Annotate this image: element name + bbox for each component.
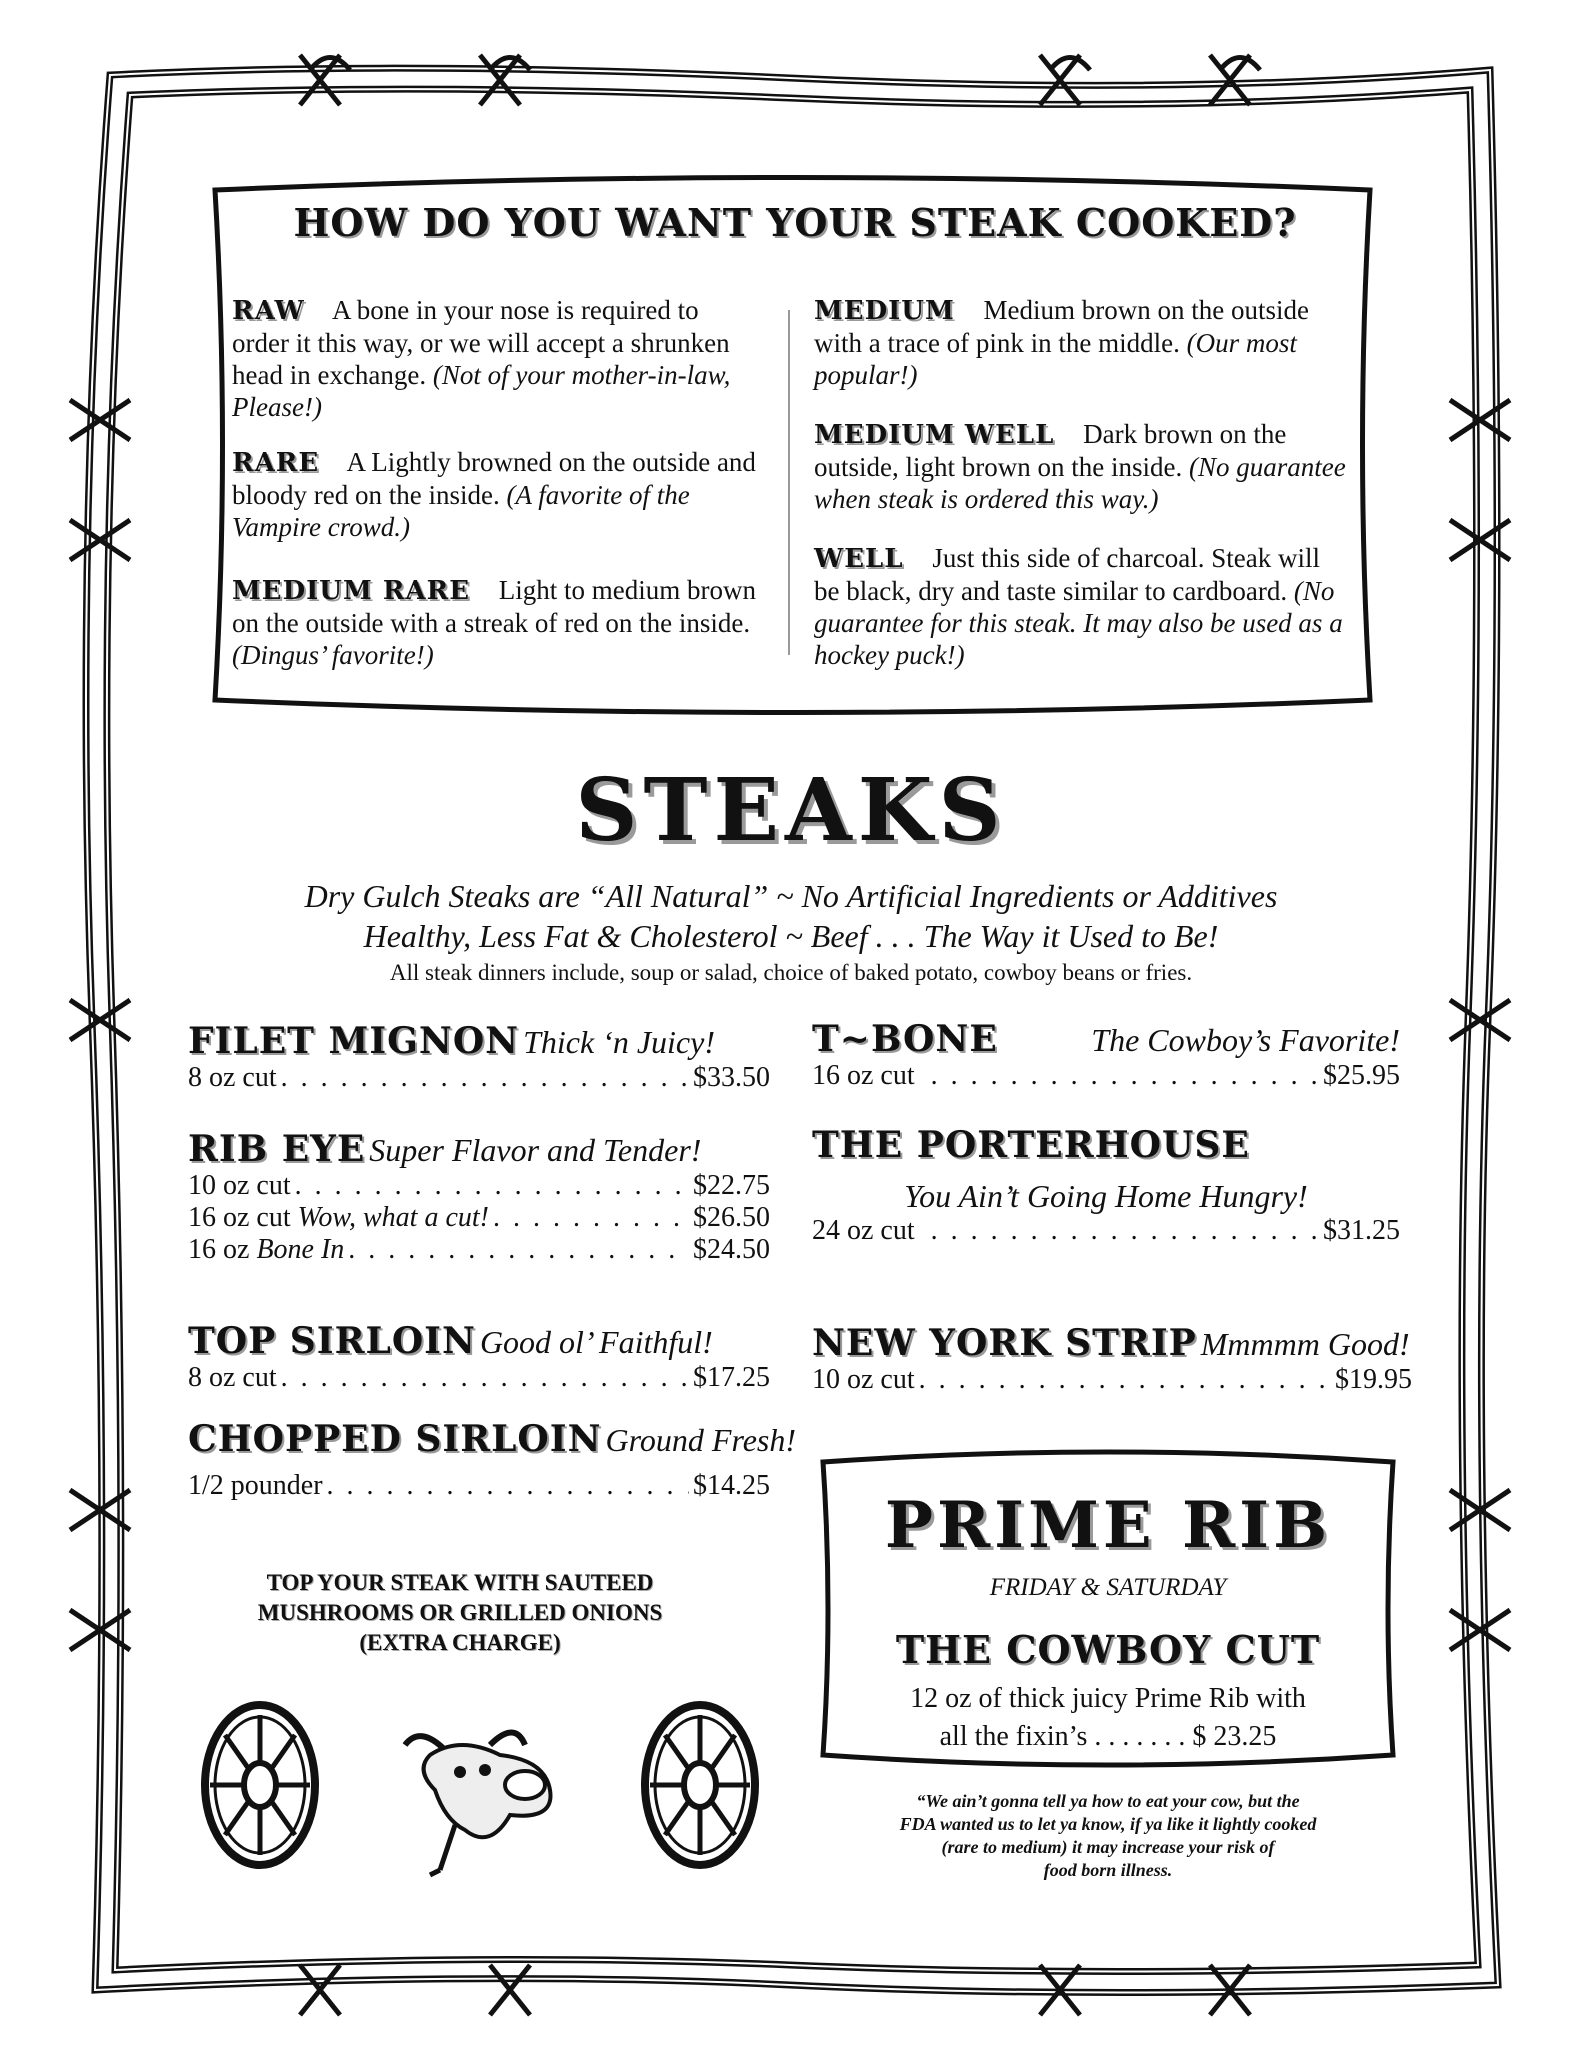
price: $22.75 [693,1170,770,1201]
cook-note: (Not of your mother-in-law, Please!) [232,360,731,422]
cut-label: 8 oz cut [188,1062,277,1093]
cook-name: RARE [232,448,320,478]
cut-label: 24 oz cut [812,1215,915,1246]
prime-rib-price-line: all the fixin’s . . . . . . . $ 23.25 [939,1721,1277,1752]
cook-desc: Just this side of charcoal. Steak will be black, dry and taste similar to cardboard. [814,543,1321,606]
cartoon-bull-icon [385,1710,565,1880]
cut-label: 1/2 pounder [188,1470,323,1501]
menu-item-chopped-sirloin [188,1418,797,1502]
cook-item-well [814,542,1349,671]
cook-desc: A bone in your nose is required to order it this way, or we will accept a shrunken head in exchange. [232,295,730,390]
cook-note: (No guarantee for this steak. It may also be used as a hockey puck!) [814,576,1343,670]
cook-desc: Dark brown on the outside, light brown on the inside. [814,419,1287,482]
cook-name: MEDIUM RARE [232,576,471,606]
cut-label: 10 oz cut [188,1170,291,1201]
cook-desc: Medium brown on the outside with a trace of pink in the middle. [814,295,1309,358]
menu-item-new-york-strip [812,1322,1412,1396]
topping-line: MUSHROOMS OR GRILLED ONIONS [257,1600,663,1625]
menu-item-tbone [812,1018,1400,1092]
item-name: TOP SIRLOIN [188,1320,476,1362]
item-tagline: Mmmmm Good! [1200,1326,1410,1362]
cook-desc: Light to medium brown on the outside with a streak of red on the inside. [232,575,757,638]
item-name: FILET MIGNON [188,1020,520,1062]
price: $24.50 [693,1234,770,1265]
cook-desc: A Lightly browned on the outside and bloody red on the inside. [232,447,756,510]
item-tagline: Thick ‘n Juicy! [523,1024,715,1060]
price: $25.95 [1323,1060,1400,1091]
topping-line: TOP YOUR STEAK WITH SAUTEED [266,1570,654,1595]
steaks-tagline-2: Healthy, Less Fat & Cholesterol ~ Beef . . . The Way it Used to Be! [363,918,1219,954]
prime-rib-title: PRIME RIB [884,1488,1332,1563]
item-tagline: Super Flavor and Tender! [369,1132,702,1168]
price-row [188,1170,770,1202]
prime-rib-desc [808,1680,1408,1756]
price: $14.25 [693,1470,770,1501]
price-row [812,1060,1400,1092]
price-row [188,1202,770,1234]
prime-rib-days: FRIDAY & SATURDAY [989,1574,1227,1601]
disclaimer-line: food born illness. [1043,1860,1173,1880]
item-name: NEW YORK STRIP [812,1322,1197,1364]
cut-label: 10 oz cut [812,1364,915,1395]
disclaimer-line: “We ain’t gonna tell ya how to eat your cow, but the [916,1791,1300,1811]
price: $26.50 [693,1202,770,1233]
fda-disclaimer [808,1790,1408,1882]
price-row [188,1470,770,1502]
cook-name: MEDIUM WELL [814,420,1055,450]
price-row [188,1062,770,1094]
price-row [188,1362,770,1394]
menu-item-ribeye [188,1128,770,1266]
steaks-includes: All steak dinners include, soup or salad, choice of baked potato, cowboy beans or fries. [389,960,1193,985]
cook-item-medium [814,294,1349,391]
cook-item-raw [232,294,762,423]
cook-item-medium-well [814,418,1349,515]
disclaimer-line: (rare to medium) it may increase your risk of [941,1837,1275,1857]
cut-label: 8 oz cut [188,1362,277,1393]
cut-label: 16 oz cut Wow, what a cut! [188,1202,489,1233]
item-name: CHOPPED SIRLOIN [188,1418,602,1460]
cook-note: (No guarantee when steak is ordered this way.) [814,452,1346,514]
menu-item-filet [188,1020,770,1094]
price: $33.50 [693,1062,770,1093]
item-tagline: Good ol’ Faithful! [479,1324,713,1360]
price: $17.25 [693,1362,770,1393]
cook-name: RAW [232,296,305,326]
item-name: THE PORTERHOUSE [812,1124,1250,1166]
cook-name: MEDIUM [814,296,955,326]
wagon-wheel-icon [635,1700,765,1870]
price: $ 23.25 [1192,1721,1277,1752]
disclaimer-line: FDA wanted us to let ya know, if ya like it lightly cooked [899,1814,1317,1834]
cook-note: (A favorite of the Vampire crowd.) [232,480,690,542]
item-tagline: The Cowboy’s Favorite! [1091,1022,1400,1058]
price-row [812,1364,1412,1396]
price: $19.95 [1335,1364,1412,1395]
cut-label: 16 oz Bone In [188,1234,345,1265]
price-row [188,1234,770,1266]
cooking-title: HOW DO YOU WANT YOUR STEAK COOKED? [293,200,1297,245]
menu-item-top-sirloin [188,1320,770,1394]
cook-item-rare [232,446,762,543]
steaks-tagline-1: Dry Gulch Steaks are “All Natural” ~ No Artificial Ingredients or Additives [304,878,1278,914]
price: $31.25 [1323,1215,1400,1246]
prime-rib-line: 12 oz of thick juicy Prime Rib with [910,1683,1306,1714]
item-name: T~BONE [812,1018,998,1060]
menu-item-porterhouse [812,1124,1400,1247]
item-tagline: Ground Fresh! [605,1422,797,1458]
cook-item-medium-rare [232,574,762,671]
wagon-wheel-icon [195,1700,325,1870]
topping-line: (EXTRA CHARGE) [359,1630,561,1655]
steaks-title: STEAKS [575,760,1007,861]
cut-label: 16 oz cut [812,1060,915,1091]
cook-note: (Dingus’ favorite!) [232,640,434,670]
price-row [812,1215,1400,1247]
cowboy-cut-title: THE COWBOY CUT [895,1627,1321,1672]
cook-note: (Our most popular!) [814,328,1297,390]
cook-name: WELL [814,544,904,574]
topping-note [200,1568,720,1658]
item-tagline: You Ain’t Going Home Hungry! [904,1178,1308,1214]
item-name: RIB EYE [188,1128,366,1170]
